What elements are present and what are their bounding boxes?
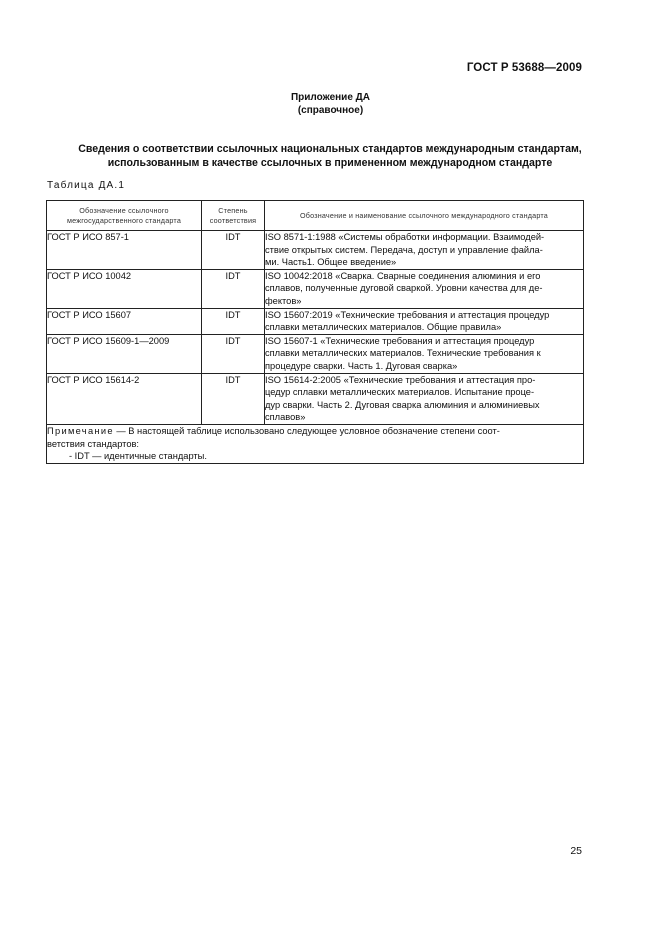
national-standard-code: ГОСТ Р ИСО 857-1 xyxy=(47,231,202,270)
table-row xyxy=(47,334,584,373)
international-standard-description xyxy=(265,231,584,270)
degree-of-correspondence: IDT xyxy=(202,231,265,270)
description-line: ISO 15614-2:2005 «Технические требования и аттестация про- xyxy=(265,374,536,385)
degree-of-correspondence: IDT xyxy=(202,373,265,424)
column-header-line: Обозначение и наименование ссылочного международного стандарта xyxy=(300,210,548,220)
column-header-line: Обозначение ссылочного xyxy=(79,205,169,215)
description-line: ISO 15607:2019 «Технические требования и аттестация процедур xyxy=(265,309,550,320)
section-heading-line-1: Сведения о соответствии ссылочных национальных стандартов международным стандартам, xyxy=(78,143,582,155)
table-row xyxy=(47,231,584,270)
annex-subtitle: (справочное) xyxy=(297,105,364,116)
description-line: сплавов» xyxy=(265,412,306,423)
description-line: процедуре сварки. Часть 1. Дуговая сварка» xyxy=(265,360,458,371)
description-line: фектов» xyxy=(265,295,302,306)
table-row xyxy=(47,373,584,424)
column-header-national-standard xyxy=(47,201,202,231)
table-note-row xyxy=(47,424,584,463)
document-code: ГОСТ Р 53688—2009 xyxy=(466,62,582,74)
degree-of-correspondence: IDT xyxy=(202,308,265,334)
national-standard-code: ГОСТ Р ИСО 15614-2 xyxy=(47,373,202,424)
note-text: — В настоящей таблице использовано следующее условное обозначение степени соот- xyxy=(113,425,500,436)
page-number: 25 xyxy=(570,845,582,857)
national-standard-code: ГОСТ Р ИСО 10042 xyxy=(47,269,202,308)
description-line: ISO 8571-1:1988 «Системы обработки информации. Взаимодей- xyxy=(265,232,545,242)
international-standard-description xyxy=(265,373,584,424)
table-header-row xyxy=(47,201,584,231)
description-line: дур сварки. Часть 2. Дуговая сварка алюминия и алюминиевых xyxy=(265,399,540,410)
table-row xyxy=(47,308,584,334)
description-line: сплавки металлических материалов. Технические требования к xyxy=(265,348,541,359)
international-standard-description xyxy=(265,308,584,334)
degree-of-correspondence: IDT xyxy=(202,269,265,308)
column-header-line: соответствия xyxy=(209,215,257,225)
note-line-2: ветствия стандартов: xyxy=(47,438,140,449)
description-line: сплавов, полученные дуговой сваркой. Уровни качества для де- xyxy=(265,283,543,294)
table-note xyxy=(47,424,584,463)
description-line: ISO 10042:2018 «Сварка. Сварные соединения алюминия и его xyxy=(265,270,541,281)
table-row xyxy=(47,269,584,308)
description-line: сплавки металлических материалов. Общие правила» xyxy=(265,322,502,333)
international-standard-description xyxy=(265,269,584,308)
note-item: - IDT — идентичные стандарты. xyxy=(69,451,207,462)
description-line: ISO 15607-1 «Технические требования и аттестация процедур xyxy=(265,335,535,346)
note-line-1 xyxy=(47,425,583,438)
section-heading-line-2: использованным в качестве ссылочных в примененном международном стандарте xyxy=(107,157,553,169)
international-standard-description xyxy=(265,334,584,373)
column-header-line: Степень xyxy=(218,205,248,215)
table-label: Таблица ДА.1 xyxy=(47,180,126,191)
description-line: ствие открытых систем. Передача, доступ и управление файла- xyxy=(265,244,543,255)
degree-of-correspondence: IDT xyxy=(202,334,265,373)
column-header-line: межгосударственного стандарта xyxy=(66,215,182,225)
section-heading xyxy=(40,142,620,170)
note-label: Примечание xyxy=(47,425,114,436)
national-standard-code: ГОСТ Р ИСО 15609-1—2009 xyxy=(47,334,202,373)
description-line: цедур сплавки металлических материалов. Испытание проце- xyxy=(265,387,535,398)
column-header-international-standard xyxy=(265,201,584,231)
column-header-degree xyxy=(202,201,265,231)
national-standard-code: ГОСТ Р ИСО 15607 xyxy=(47,308,202,334)
standards-table xyxy=(46,200,584,464)
description-line: ми. Часть1. Общее введение» xyxy=(265,257,397,268)
annex-title: Приложение ДА xyxy=(290,92,371,103)
